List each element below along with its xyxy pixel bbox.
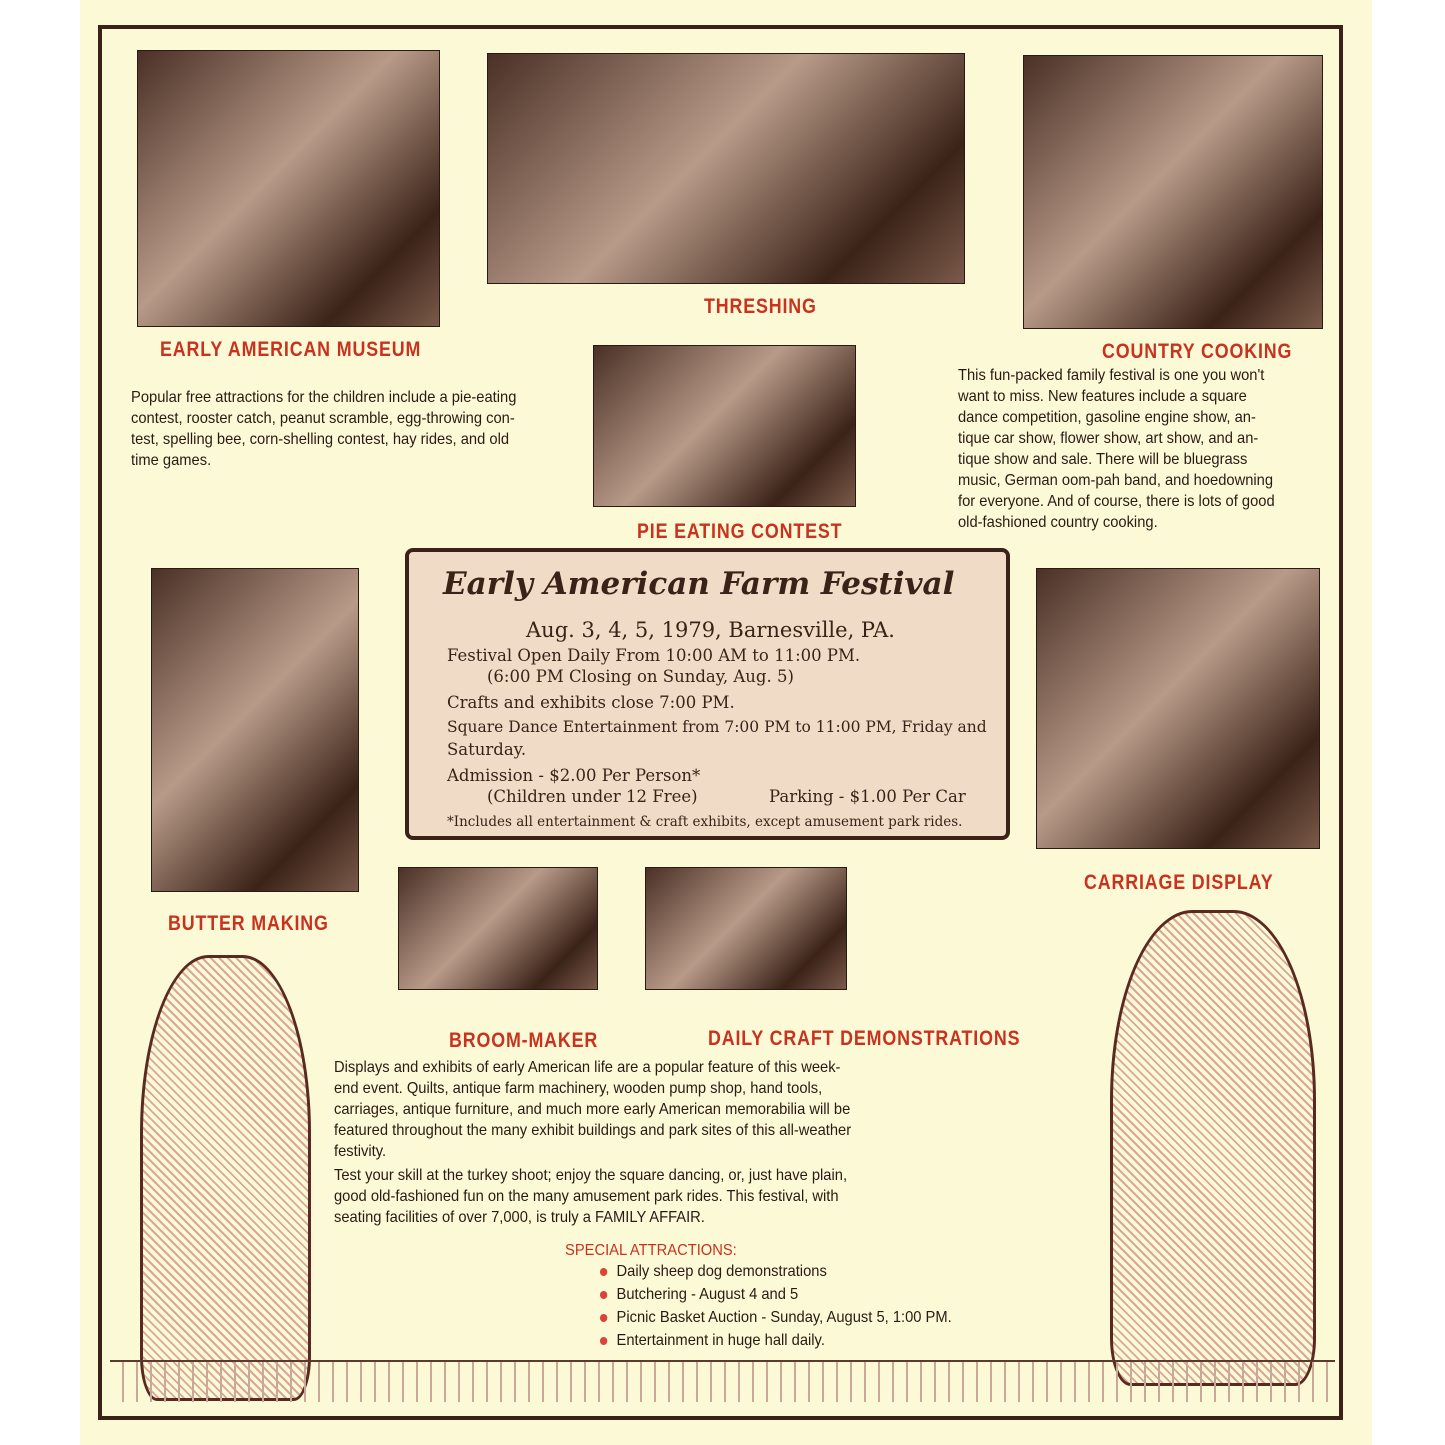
banner-crafts: Crafts and exhibits close 7:00 PM. bbox=[447, 693, 735, 712]
line: festivity. bbox=[334, 1143, 387, 1160]
line: time games. bbox=[131, 452, 212, 469]
line: seating facilities of over 7,000, is truly a FAMILY AFFAIR. bbox=[334, 1209, 705, 1226]
farmer-with-scythe-illustration bbox=[1110, 910, 1316, 1386]
attraction-item: Picnic Basket Auction - Sunday, August 5, 1:00 PM. bbox=[598, 1307, 952, 1330]
line: want to miss. New features include a square bbox=[958, 388, 1247, 405]
line: carriages, antique furniture, and much more early American memorabilia will be bbox=[334, 1101, 851, 1118]
banner-children: (Children under 12 Free) bbox=[487, 787, 698, 806]
banner-dance-2: Saturday. bbox=[447, 740, 527, 759]
craft-label: DAILY CRAFT DEMONSTRATIONS bbox=[708, 1027, 1021, 1050]
line: dance competition, gasoline engine show, an- bbox=[958, 409, 1256, 426]
cooking-label: COUNTRY COOKING bbox=[1102, 340, 1293, 363]
line: featured throughout the many exhibit buildings and park sites of this all-weather bbox=[334, 1122, 852, 1139]
farm-woman-illustration bbox=[140, 955, 311, 1401]
line: tique car show, flower show, art show, and an- bbox=[958, 430, 1259, 447]
line: end event. Quilts, antique farm machinery, wooden pump shop, hand tools, bbox=[334, 1080, 823, 1097]
line: test, spelling bee, corn-shelling contest, hay rides, and old bbox=[131, 431, 510, 448]
attraction-item: Butchering - August 4 and 5 bbox=[598, 1284, 952, 1307]
line: tique show and sale. There will be bluegrass bbox=[958, 451, 1248, 468]
carriage-photo bbox=[1036, 568, 1320, 849]
line: old-fashioned country cooking. bbox=[958, 514, 1158, 531]
attraction-item: Entertainment in huge hall daily. bbox=[598, 1330, 952, 1353]
craft-photo bbox=[645, 867, 847, 990]
line: Popular free attractions for the children include a pie-eating bbox=[131, 389, 517, 406]
pie-photo bbox=[593, 345, 856, 507]
festival-banner bbox=[405, 548, 1010, 840]
carriage-label: CARRIAGE DISPLAY bbox=[1084, 871, 1274, 894]
line: Test your skill at the turkey shoot; enjoy the square dancing, or, just have plain, bbox=[334, 1167, 848, 1184]
museum-photo bbox=[137, 50, 440, 327]
cooking-photo bbox=[1023, 55, 1323, 329]
banner-footnote: *Includes all entertainment & craft exhibits, except amusement park rides. bbox=[447, 814, 963, 830]
threshing-photo bbox=[487, 53, 965, 284]
pie-label: PIE EATING CONTEST bbox=[637, 520, 843, 543]
butter-photo bbox=[151, 568, 359, 892]
banner-admission: Admission - $2.00 Per Person* bbox=[447, 766, 701, 785]
banner-parking: Parking - $1.00 Per Car bbox=[769, 787, 966, 806]
threshing-label: THRESHING bbox=[704, 295, 817, 318]
broom-photo bbox=[398, 867, 598, 990]
museum-label: EARLY AMERICAN MUSEUM bbox=[160, 338, 422, 361]
banner-dance: Square Dance Entertainment from 7:00 PM to 11:00 PM, Friday and bbox=[447, 718, 987, 736]
line: Displays and exhibits of early American life are a popular feature of this week- bbox=[334, 1059, 841, 1076]
broom-label: BROOM-MAKER bbox=[449, 1029, 599, 1052]
banner-hours: Festival Open Daily From 10:00 AM to 11:00 PM. bbox=[447, 646, 861, 665]
special-attractions bbox=[565, 1240, 952, 1353]
line: for everyone. And of course, there is lots of good bbox=[958, 493, 1275, 510]
banner-dates: Aug. 3, 4, 5, 1979, Barnesville, PA. bbox=[526, 618, 895, 642]
line: This fun-packed family festival is one you won't bbox=[958, 367, 1265, 384]
banner-title: Early American Farm Festival bbox=[443, 566, 955, 602]
line: contest, rooster catch, peanut scramble, egg-throwing con- bbox=[131, 410, 515, 427]
line: good old-fashioned fun on the many amusement park rides. This festival, with bbox=[334, 1188, 839, 1205]
ground-illustration bbox=[110, 1360, 1335, 1402]
attraction-item: Daily sheep dog demonstrations bbox=[598, 1261, 952, 1284]
displays-paragraph bbox=[334, 1057, 851, 1228]
butter-label: BUTTER MAKING bbox=[168, 912, 329, 935]
festival-paragraph bbox=[958, 365, 1275, 533]
line: music, German oom-pah band, and hoedowning bbox=[958, 472, 1274, 489]
children-paragraph bbox=[131, 387, 516, 471]
special-heading: SPECIAL ATTRACTIONS: bbox=[565, 1242, 737, 1259]
banner-sunday: (6:00 PM Closing on Sunday, Aug. 5) bbox=[487, 667, 794, 686]
